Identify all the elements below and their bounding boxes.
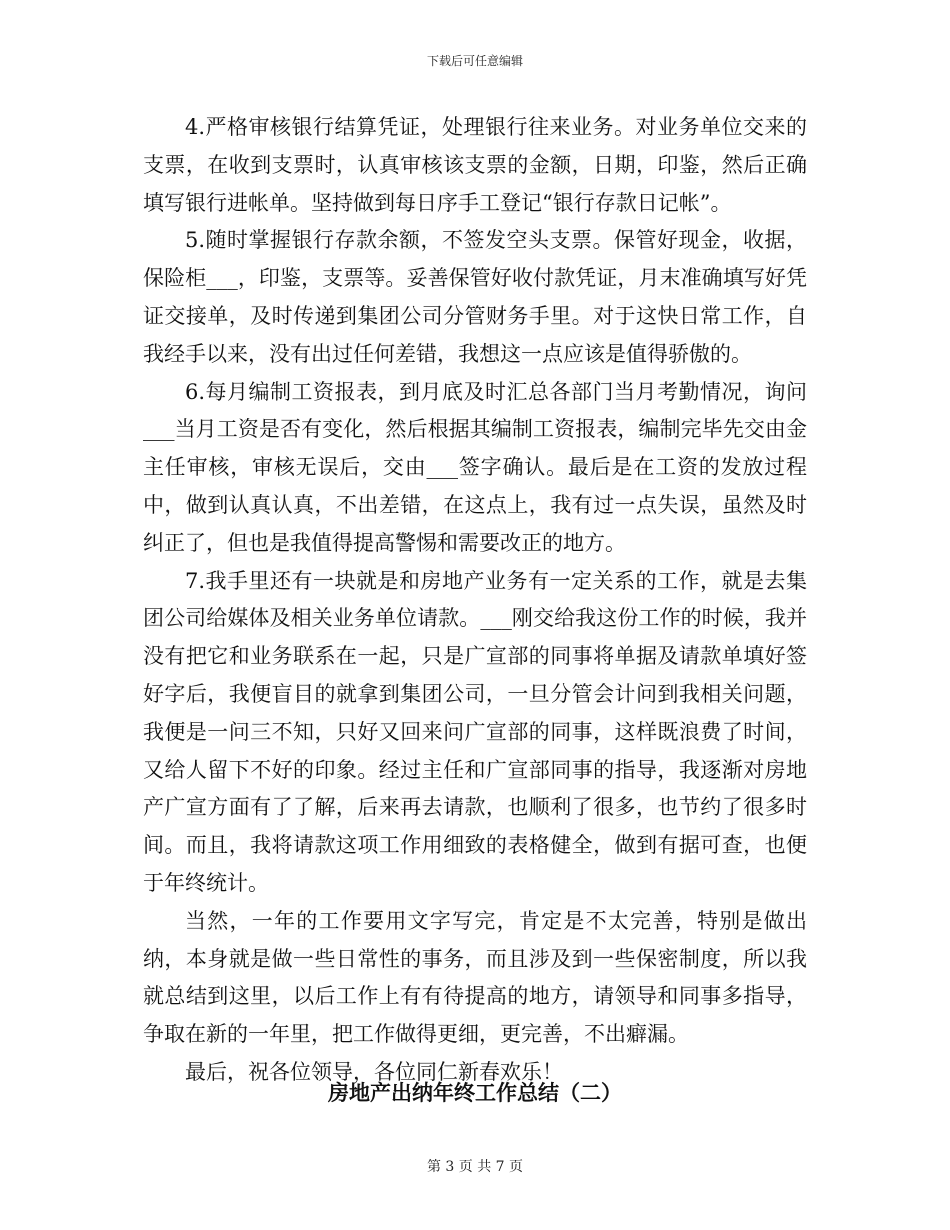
paragraph-item-4: 4.严格审核银行结算凭证，处理银行往来业务。对业务单位交来的支票，在收到支票时，认真审核该支票的金额，日期，印鉴，然后正确填写银行进帐单。坚持做到每日序手工登记“银行存款日记帐”。	[143, 115, 807, 215]
page-number: 第 3 页 共 7 页	[426, 1159, 524, 1175]
section-title: 房地产出纳年终工作总结（二）	[328, 1080, 622, 1105]
paragraph-item-7: 7.我手里还有一块就是和房地产业务有一定关系的工作，就是去集团公司给媒体及相关业务单位请款。___刚交给我这份工作的时候，我并没有把它和业务联系在一起，只是广宣部的同事将单据及请款单填好签好字后，我便盲目的就拿到集团公司，一旦分管会计问到我相关问题，我便是一问三不知，只好又回来问广宣部的同事，这样既浪费了时间，又给人留下不好的印象。经过主任和广宣部同事的指导，我逐渐对房地产广宣方面有了了解，后来再去请款，也顺利了很多，也节约了很多时间。而且，我将请款这项工作用细致的表格健全，做到有据可查，也便于年终统计。	[143, 568, 807, 895]
body-text	[143, 109, 807, 1092]
header-note: 下载后可任意编辑	[426, 54, 523, 68]
paragraph-item-6: 6.每月编制工资报表，到月底及时汇总各部门当月考勤情况，询问___当月工资是否有变化，然后根据其编制工资报表，编制完毕先交由金主任审核，审核无误后，交由___签字确认。最后是在工资的发放过程中，做到认真认真，不出差错，在这点上，我有过一点失误，虽然及时纠正了，但也是我值得提高警惕和需要改正的地方。	[143, 379, 807, 555]
paragraph-closing: 最后，祝各位领导，各位同仁新春欢乐！	[185, 1059, 563, 1084]
paragraph-conclusion: 当然，一年的工作要用文字写完，肯定是不太完善，特别是做出纳，本身就是做一些日常性的事务，而且涉及到一些保密制度，所以我就总结到这里，以后工作上有有待提高的地方，请领导和同事多指导，争取在新的一年里，把工作做得更细，更完善，不出癖漏。	[143, 908, 807, 1047]
paragraph-item-5: 5.随时掌握银行存款余额，不签发空头支票。保管好现金，收据，保险柜___，印鉴，支票等。妥善保管好收付款凭证，月末准确填写好凭证交接单，及时传递到集团公司分管财务手里。对于这快日常工作，自我经手以来，没有出过任何差错，我想这一点应该是值得骄傲的。	[143, 228, 807, 366]
